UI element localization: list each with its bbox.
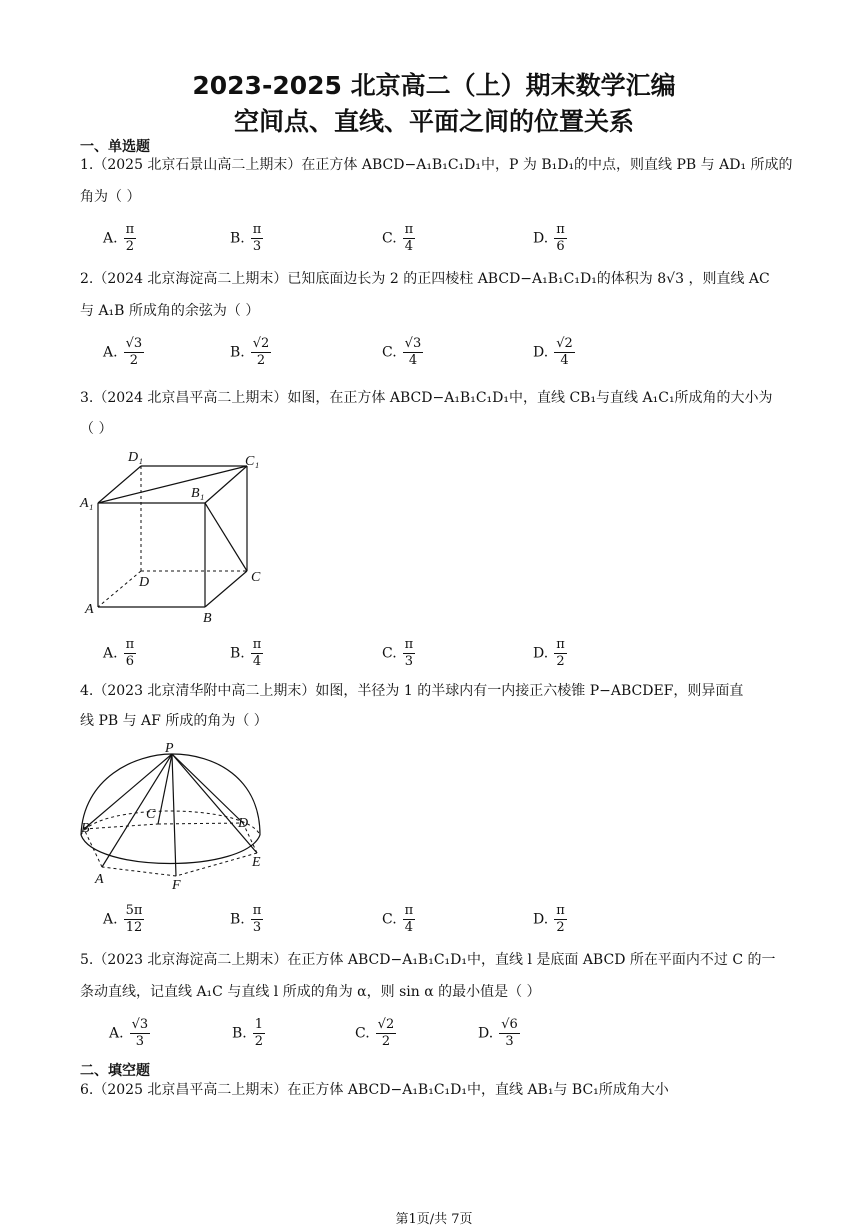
hemisphere-pyramid-figure xyxy=(75,738,275,893)
question-5-line-1: 5.（2023 北京海淀高二上期末）在正方体 ABCD−A₁B₁C₁D₁中，直线 l 是底面 ABCD 所在平面内不过 C 的一 xyxy=(80,952,776,968)
question-6-line-1: 6.（2025 北京昌平高二上期末）在正方体 ABCD−A₁B₁C₁D₁中，直线 AB₁与 BC₁所成角大小 xyxy=(80,1082,669,1098)
section-heading-single-choice: 一、单选题 xyxy=(80,139,150,155)
document-title: 2023-2025 北京高二（上）期末数学汇编 xyxy=(192,71,676,100)
option-a: A. $\frac{√3}{3}$ xyxy=(109,1017,149,1049)
option-c: C. $\frac{√3}{4}$ xyxy=(382,336,422,368)
option-d: D. $\frac{√2}{4}$ xyxy=(533,336,573,368)
question-2-line-2: 与 A₁B 所成角的余弦为（ ） xyxy=(80,303,260,319)
cube-figure xyxy=(75,445,275,627)
document-subtitle: 空间点、直线、平面之间的位置关系 xyxy=(233,107,634,136)
option-c: C. $\frac{\pi}{4}$ xyxy=(382,903,414,935)
label-b: B xyxy=(203,611,212,626)
label-b: B xyxy=(81,821,90,836)
label-p: P xyxy=(165,741,174,756)
question-1-line-2: 角为（ ） xyxy=(80,189,141,205)
option-c: C. $\frac{\pi}{4}$ xyxy=(382,222,414,254)
label-e: E xyxy=(252,855,261,870)
question-1-line-1: 1.（2025 北京石景山高二上期末）在正方体 ABCD−A₁B₁C₁D₁中，P 为 B₁D₁的中点，则直线 PB 与 AD₁ 所成的 xyxy=(80,157,793,173)
option-d: D. $\frac{\pi}{2}$ xyxy=(533,903,565,935)
option-b: B. $\frac{\pi}{3}$ xyxy=(230,903,262,935)
option-d: D. $\frac{√6}{3}$ xyxy=(478,1017,518,1049)
label-d: D xyxy=(139,575,150,590)
option-b: B. $\frac{\pi}{4}$ xyxy=(230,637,262,669)
option-c: C. $\frac{√2}{2}$ xyxy=(355,1017,395,1049)
label-a: A xyxy=(95,872,104,887)
question-2-line-1: 2.（2024 北京海淀高二上期末）已知底面边长为 2 的正四棱柱 ABCD−A₁B₁C₁D₁的体积为 8√3 ，则直线 AC xyxy=(80,271,770,287)
option-c: C. $\frac{\pi}{3}$ xyxy=(382,637,414,669)
question-4-line-1: 4.（2023 北京清华附中高二上期末）如图，半径为 1 的半球内有一内接正六棱锥 P−ABCDEF，则异面直 xyxy=(80,683,744,699)
option-a: A. $\frac{\pi}{6}$ xyxy=(103,637,135,669)
option-b: B. $\frac{√2}{2}$ xyxy=(230,336,270,368)
option-b: B. $\frac{\pi}{3}$ xyxy=(230,222,262,254)
label-b1: B₁ xyxy=(191,486,205,501)
section-heading-fill-blank: 二、填空题 xyxy=(80,1063,150,1079)
page-number: 第1页/共 7页 xyxy=(395,1212,473,1227)
option-a: A. $\frac{\pi}{2}$ xyxy=(103,222,135,254)
option-d: D. $\frac{\pi}{2}$ xyxy=(533,637,565,669)
option-d: D. $\frac{\pi}{6}$ xyxy=(533,222,565,254)
question-3-line-1: 3.（2024 北京昌平高二上期末）如图，在正方体 ABCD−A₁B₁C₁D₁中，直线 CB₁与直线 A₁C₁所成角的大小为 xyxy=(80,390,773,406)
label-d: D xyxy=(238,816,249,831)
label-c: C xyxy=(251,570,261,585)
option-a: A. $\frac{5\pi}{12}$ xyxy=(103,903,143,935)
label-a: A xyxy=(85,602,94,617)
label-a1: A₁ xyxy=(80,496,94,511)
label-c1: C₁ xyxy=(245,454,260,469)
label-c: C xyxy=(146,807,156,822)
question-5-line-2: 条动直线，记直线 A₁C 与直线 l 所成的角为 α，则 sin α 的最小值是（ ） xyxy=(80,984,541,1000)
label-f: F xyxy=(172,878,181,893)
question-3-line-2: （ ） xyxy=(80,421,113,437)
option-b: B. $\frac{1}{2}$ xyxy=(232,1017,264,1049)
question-4-line-2: 线 PB 与 AF 所成的角为（ ） xyxy=(80,713,268,729)
option-a: A. $\frac{√3}{2}$ xyxy=(103,336,143,368)
label-d1: D₁ xyxy=(128,450,143,465)
